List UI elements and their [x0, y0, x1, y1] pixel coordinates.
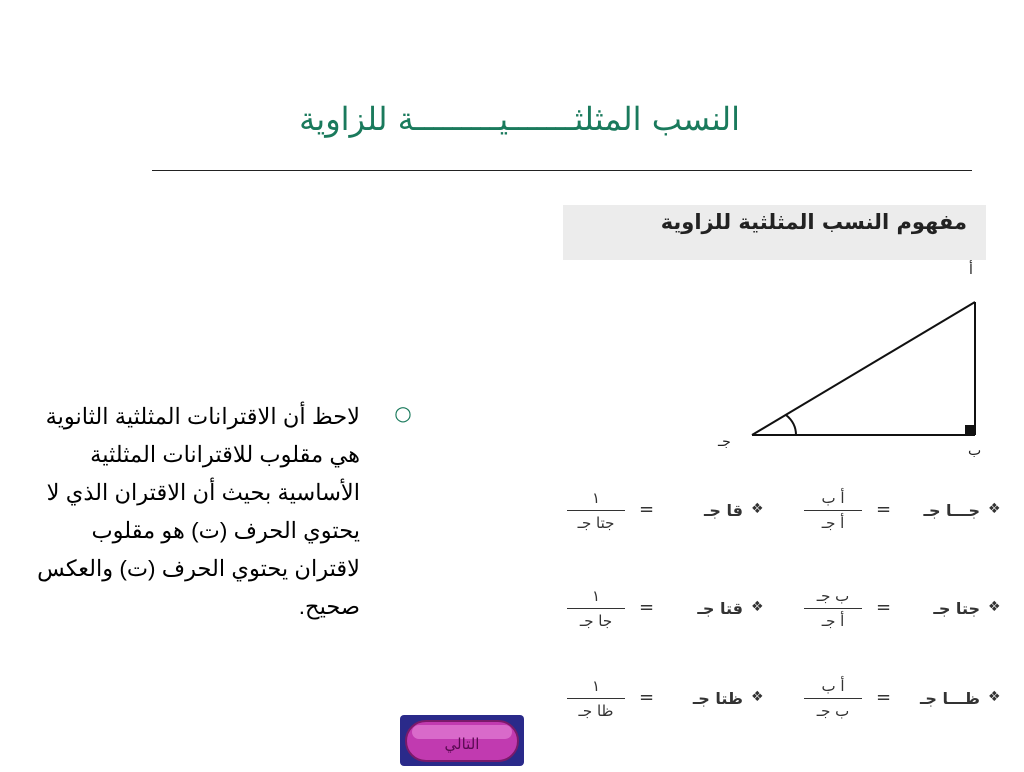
fraction-bar [804, 510, 862, 511]
function-name: جتا جـ [933, 599, 980, 618]
fraction-bar [804, 698, 862, 699]
formula-4 [800, 675, 1010, 725]
fraction-numerator: ١ [591, 489, 601, 507]
equals-sign: = [639, 597, 655, 618]
figure-heading: مفهوم النسب المثلثية للزاوية [660, 210, 967, 234]
diamond-bullet-icon: ❖ [988, 689, 1001, 705]
formula-1 [563, 487, 773, 537]
fraction-bar [804, 608, 862, 609]
fraction-numerator: ١ [591, 677, 601, 695]
fraction-denominator: جتا جـ [577, 514, 615, 532]
diamond-bullet-icon: ❖ [988, 501, 1001, 517]
formula-fraction [800, 487, 866, 537]
vertex-label-b: ب [968, 443, 982, 459]
diamond-bullet-icon: ❖ [751, 501, 764, 517]
formula-3 [563, 585, 773, 635]
equals-sign: = [876, 499, 892, 520]
formula-5 [563, 675, 773, 725]
diamond-bullet-icon: ❖ [988, 599, 1001, 615]
fraction-bar [567, 698, 625, 699]
right-angle-marker [965, 425, 975, 435]
next-button-label: التالي [444, 735, 480, 753]
equals-sign: = [639, 687, 655, 708]
fraction-denominator: أ جـ [821, 514, 845, 532]
diamond-bullet-icon: ❖ [751, 689, 764, 705]
function-name: جـــا جـ [923, 501, 980, 520]
bullet-circle-icon: ○ [394, 401, 412, 425]
fraction-numerator: ب جـ [816, 587, 850, 605]
next-button[interactable] [398, 713, 526, 768]
triangle-hypotenuse [752, 302, 975, 435]
equals-sign: = [876, 597, 892, 618]
fraction-denominator: أ جـ [821, 612, 845, 630]
fraction-bar [567, 608, 625, 609]
diamond-bullet-icon: ❖ [751, 599, 764, 615]
function-name: قا جـ [703, 501, 743, 520]
slide-title: النسب المثلثـــــــيـــــــــة للزاوية [299, 100, 740, 138]
formula-2 [800, 585, 1010, 635]
fraction-numerator: أ ب [821, 489, 845, 507]
formula-0 [800, 487, 1010, 537]
fraction-numerator: ١ [591, 587, 601, 605]
formula-fraction [800, 585, 866, 635]
fraction-denominator: جا جـ [579, 612, 613, 630]
angle-arc [786, 415, 796, 435]
function-name: ظـــا جـ [919, 689, 980, 708]
formula-fraction [563, 675, 629, 725]
vertex-label-c: جـ [718, 434, 731, 450]
bullet-text: لاحظ أن الاقترانات المثلثية الثانوية هي مقلوب للاقترانات المثلثية الأساسية بحيث أن الاقتران الذي لا يحتوي الحرف (ت) هو مقلوب لاقتران يحتوي الحرف (ت) والعكس صحيح. [37, 404, 360, 619]
fraction-denominator: ب جـ [816, 702, 850, 720]
fraction-bar [567, 510, 625, 511]
equals-sign: = [876, 687, 892, 708]
vertex-label-a: أ [969, 262, 973, 278]
equals-sign: = [639, 499, 655, 520]
formula-fraction [563, 585, 629, 635]
formula-fraction [800, 675, 866, 725]
fraction-numerator: أ ب [821, 677, 845, 695]
formula-fraction [563, 487, 629, 537]
function-name: قتا جـ [697, 599, 743, 618]
fraction-denominator: ظا جـ [578, 702, 614, 720]
function-name: ظتا جـ [692, 689, 743, 708]
right-triangle-figure [563, 260, 986, 460]
title-divider [152, 170, 972, 171]
